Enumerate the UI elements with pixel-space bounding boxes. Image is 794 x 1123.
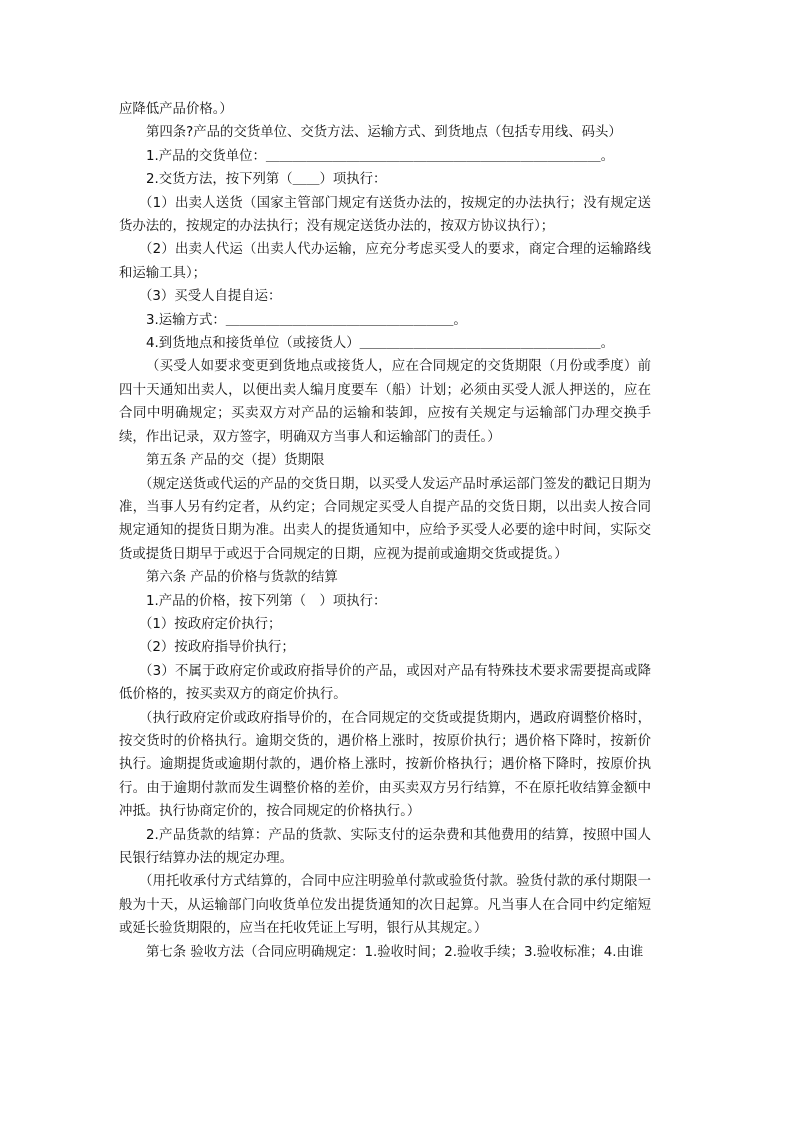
collection-payment-note: （用托收承付方式结算的，合同中应注明验单付款或验货付款。验货付款的承付期限一般为十天，从运输部门向收货单位发出提货通知的次日起算。凡当事人在合同中约定缩短或延长验货期限的，应当在托收凭证上写明，银行从其规定。） (119, 874, 651, 937)
paragraph-continuation: 应降低产品价格。） (119, 102, 233, 117)
price-line: 1.产品的价格，按下列第（ ）项执行： (146, 593, 387, 609)
delivery-date-note: （规定送货或代运的产品的交货日期，以买受人发运产品时承运部门签发的戳记日期为准，当事人另有约定者，从约定；合同规定买受人自提产品的交货日期，以出卖人按合同规定通知的提货日期为准。出卖人的提货通知中，应给予买受人必要的途中时间，实际交货或提货日期早于或迟于合同规定的日期，应视为提前或逾期交货或提货。） (119, 476, 651, 562)
arrival-place-line: 4.到货地点和接货单位（或接货人）＿＿＿＿＿＿＿＿＿＿＿＿＿＿＿＿＿＿。 (146, 336, 615, 352)
delivery-option-2: （2）出卖人代运（出卖人代办运输，应充分考虑买受人的要求，商定合理的运输路线和运输工具）； (119, 242, 651, 281)
transport-method-line: 3.运输方式：＿＿＿＿＿＿＿＿＿＿＿＿＿＿＿＿＿。 (146, 312, 467, 328)
price-option-1: （1）按政府定价执行； (139, 616, 282, 632)
delivery-unit-line: 1.产品的交货单位：＿＿＿＿＿＿＿＿＿＿＿＿＿＿＿＿＿＿＿＿＿＿＿＿＿。 (146, 148, 615, 164)
delivery-method-line: 2.交货方法，按下列第（＿＿）项执行： (146, 172, 387, 188)
delivery-option-3: （3）买受人自提自运： (139, 289, 282, 305)
buyer-change-note: （买受人如要求变更到货地点或接货人，应在合同规定的交货期限（月份或季度）前四十天通知出卖人，以便出卖人编月度要车（船）计划；必须由买受人派人押送的，应在合同中明确规定；买卖双方对产品的运输和装卸，应按有关规定与运输部门办理交换手续，作出记录，双方签字，明确双方当事人和运输部门的责任。） (119, 359, 651, 445)
article-7-heading: 第七条 验收方法（合同应明确规定：1.验收时间；2.验收手续；3.验收标准；4.由谁 (146, 944, 644, 960)
payment-settlement-line: 2.产品货款的结算：产品的货款、实际支付的运杂费和其他费用的结算，按照中国人民银行结算办法的规定办理。 (119, 827, 651, 866)
article-5-heading: 第五条 产品的交（提）货期限 (146, 453, 325, 469)
article-4-heading: 第四条?产品的交货单位、交货方法、运输方式、到货地点（包括专用线、码头） (146, 125, 622, 141)
price-adjustment-note: （执行政府定价或政府指导价的，在合同规定的交货或提货期内，遇政府调整价格时，按交货时的价格执行。逾期交货的，遇价格上涨时，按原价执行；遇价格下降时，按新价执行。逾期提货或逾期付款的，遇价格上涨时，按新价格执行；遇价格下降时，按原价执行。由于逾期付款而发生调整价格的差价，由买卖双方另行结算，不在原托收结算金额中冲抵。执行协商定价的，按合同规定的价格执行。） (119, 710, 651, 820)
price-option-2: （2）按政府指导价执行； (139, 640, 295, 656)
document-body (119, 98, 651, 964)
article-6-heading: 第六条 产品的价格与货款的结算 (146, 570, 338, 586)
delivery-option-1: （1）出卖人送货（国家主管部门规定有送货办法的，按规定的办法执行；没有规定送货办法的，按规定的办法执行；没有规定送货办法的，按双方协议执行）； (119, 195, 651, 235)
price-option-3: （3）不属于政府定价或政府指导价的产品，或因对产品有特殊技术要求需要提高或降低价格的，按买卖双方的商定价执行。 (119, 663, 651, 703)
